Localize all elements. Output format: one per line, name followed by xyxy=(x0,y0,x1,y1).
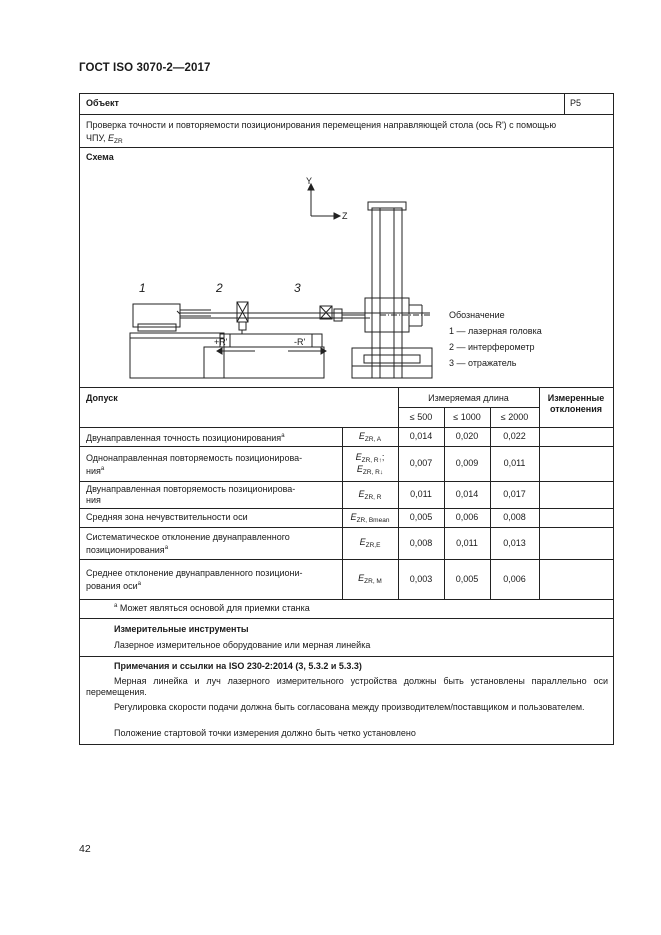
callout-3: 3 xyxy=(294,281,301,295)
axis-y-label: Y xyxy=(306,176,313,186)
tolerance-row-description: Двунаправленная повторяемость позиционирова- xyxy=(86,483,296,494)
tolerance-value: 0,005 xyxy=(455,573,479,584)
row-divider xyxy=(80,481,613,482)
legend-item-3: 3 — отражатель xyxy=(449,358,517,368)
legend-title: Обозначение xyxy=(449,310,505,320)
tolerance-value: 0,014 xyxy=(455,489,479,499)
tolerance-label: Допуск xyxy=(86,393,118,403)
measured-length-header: Измеряемая длина xyxy=(428,393,509,403)
tolerance-value: 0,006 xyxy=(455,512,479,522)
vertical-column xyxy=(372,208,402,378)
row-divider xyxy=(80,427,613,428)
axis-z-label: Z xyxy=(342,211,348,221)
row-divider xyxy=(80,508,613,509)
error-symbol-cell: $E_{ZR, A}$ xyxy=(358,430,382,443)
col-divider-measured xyxy=(539,387,540,599)
tolerance-value: 0,022 xyxy=(503,431,526,441)
row-divider xyxy=(80,387,613,388)
tolerance-row-description: Однонаправленная повторяемость позиционирова- xyxy=(86,452,303,463)
tolerance-value: 0,020 xyxy=(455,431,479,441)
legend-item-1: 1 — лазерная головка xyxy=(449,326,542,336)
tolerance-value: 0,014 xyxy=(409,431,433,441)
row-divider xyxy=(80,618,613,619)
column-header-500: ≤ 500 xyxy=(409,412,433,422)
error-symbol-cell: $E_{ZR,E}$ xyxy=(359,537,381,549)
column-header-2000: ≤ 2000 xyxy=(500,412,529,422)
notes-paragraph-3: Положение стартовой точки измерения должно быть четко установлено xyxy=(114,728,416,738)
object-description-line2: ЧПУ, $E_{ZR}$ xyxy=(86,133,123,145)
error-symbol: E xyxy=(108,133,115,143)
tolerance-row-description-cont: ния xyxy=(86,494,101,505)
z-axis-arrow xyxy=(334,213,340,219)
error-symbol-cell: $E_{ZR, R↑}$; xyxy=(355,451,385,464)
tolerance-value: 0,013 xyxy=(503,537,526,548)
object-label: Объект xyxy=(86,98,119,108)
instruments-text: Лазерное измерительное оборудование или мерная линейка xyxy=(114,640,371,650)
tolerance-row-description: Средняя зона нечувствительности оси xyxy=(86,512,248,522)
row-divider xyxy=(80,559,613,560)
code-divider xyxy=(564,94,565,114)
column-header-1000: ≤ 1000 xyxy=(453,412,481,422)
row-divider xyxy=(80,114,613,115)
row-divider xyxy=(80,446,613,447)
row-divider xyxy=(80,656,613,657)
legend-item-2: 2 — интерферометр xyxy=(449,342,535,352)
move-plus-label: +R' xyxy=(214,337,228,347)
tolerance-value: 0,008 xyxy=(503,512,526,522)
error-symbol-cell: $E_{ZR, Bmean}$ xyxy=(350,511,390,524)
document-header: ГОСТ ISO 3070-2—2017 xyxy=(79,62,211,74)
test-sheet-table xyxy=(79,93,614,745)
tolerance-row-description-cont: позиционирования$^a$ xyxy=(86,545,169,555)
instruments-title: Измерительные инструменты xyxy=(114,624,249,634)
tolerance-value: 0,011 xyxy=(503,458,526,468)
error-symbol-cell: $E_{ZR, R↓}$ xyxy=(356,463,384,476)
notes-paragraph-1: Мерная линейка и луч лазерного измерительного устройства должны быть установлены параллельно оси перемещения. xyxy=(86,676,608,697)
tolerance-row-description: Среднее отклонение двунаправленного позициони- xyxy=(86,568,303,578)
object-description-line1: Проверка точности и повторяемости позиционирования перемещения направляющей стола (ось R') с помощью xyxy=(86,120,557,130)
measured-deviation-header-2: отклонения xyxy=(549,404,603,414)
footnote: $^a$ Может являться основой для приемки станка xyxy=(114,603,310,613)
tolerance-value: 0,017 xyxy=(503,489,526,499)
tolerance-row-description: Систематическое отклонение двунаправленного xyxy=(86,532,290,542)
error-symbol-cell: $E_{ZR, M}$ xyxy=(358,573,382,585)
sub-header-divider xyxy=(398,407,539,408)
tolerance-value: 0,009 xyxy=(455,458,479,468)
callout-2: 2 xyxy=(216,281,223,295)
slide-table xyxy=(220,334,322,347)
move-minus-label: -R' xyxy=(294,337,306,347)
tolerance-value: 0,003 xyxy=(409,573,433,584)
tolerance-row-description-cont: рования оси$^a$ xyxy=(86,581,141,591)
tolerance-row-description: Двунаправленная точность позиционирования$^a$ xyxy=(86,433,285,443)
callout-1: 1 xyxy=(139,281,146,295)
measured-deviation-header-1: Измеренные xyxy=(547,393,605,403)
row-divider xyxy=(80,599,613,600)
tolerance-value: 0,007 xyxy=(409,458,433,468)
error-symbol-cell: $E_{ZR, R}$ xyxy=(358,488,382,501)
tolerance-value: 0,011 xyxy=(410,489,432,499)
notes-title: Примечания и ссылки на ISO 230-2:2014 (3, 5.3.2 и 5.3.3) xyxy=(114,661,362,671)
tolerance-value: 0,005 xyxy=(409,512,433,522)
notes-paragraph-2: Регулировка скорости подачи должна быть согласована между производителем/поставщиком и пользователем. xyxy=(114,702,585,712)
page-number: 42 xyxy=(79,843,91,855)
tolerance-row-description-cont: ния$^a$ xyxy=(86,465,105,476)
tolerance-value: 0,006 xyxy=(503,573,526,584)
scheme-label: Схема xyxy=(86,152,114,162)
tolerance-value: 0,011 xyxy=(456,537,478,548)
row-divider xyxy=(80,527,613,528)
object-code: P5 xyxy=(570,98,582,108)
laser-stand xyxy=(130,333,224,378)
tolerance-value: 0,008 xyxy=(409,537,433,548)
